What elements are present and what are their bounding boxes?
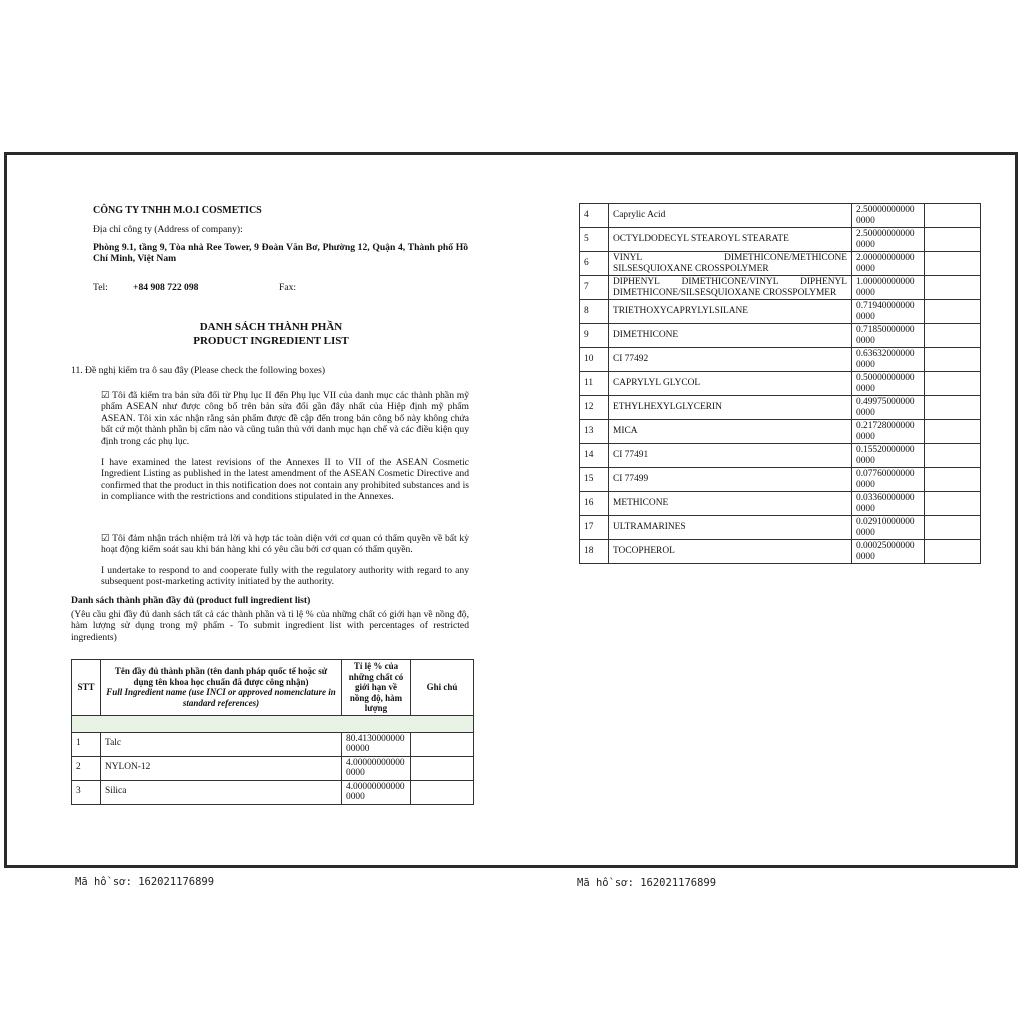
title-vi: DANH SÁCH THÀNH PHẦN xyxy=(199,321,343,333)
cell-ingredient-name: VINYL DIMETHICONE/METHICONE SILSESQUIOXANE CROSSPOLYMER xyxy=(609,252,852,276)
footer-file-code-left: Mã hồ sơ: 162021176899 xyxy=(75,876,215,888)
cell-note xyxy=(925,252,981,276)
table-row xyxy=(580,516,981,540)
cell-ingredient-name: CI 77499 xyxy=(609,468,852,492)
cell-note xyxy=(925,276,981,300)
cell-ingredient-name: Talc xyxy=(101,732,342,756)
cell-ingredient-name: CI 77492 xyxy=(609,348,852,372)
cell-stt: 17 xyxy=(580,516,609,540)
table-row xyxy=(72,732,474,756)
cell-note xyxy=(925,228,981,252)
cell-percentage: 0.71850000000 0000 xyxy=(852,324,925,348)
cell-percentage: 0.21728000000 0000 xyxy=(852,420,925,444)
cell-ingredient-name: CI 77491 xyxy=(609,444,852,468)
ingredient-table-right xyxy=(579,203,981,564)
cell-percentage: 4.00000000000 0000 xyxy=(342,756,411,780)
table-spacer-row xyxy=(72,715,474,732)
header-name-en: Full Ingredient name (use INCI or approved nomenclature in standard references) xyxy=(106,687,336,708)
cell-ingredient-name: OCTYLDODECYL STEAROYL STEARATE xyxy=(609,228,852,252)
cell-ingredient-name: MICA xyxy=(609,420,852,444)
cell-note xyxy=(411,756,474,780)
cell-percentage: 0.03360000000 0000 xyxy=(852,492,925,516)
cell-percentage: 0.71940000000 0000 xyxy=(852,300,925,324)
table-row xyxy=(580,420,981,444)
declaration-vi-1: ☑ Tôi đã kiểm tra bản sửa đổi từ Phụ lục II đến Phụ lục VII của danh mục các thành phần mỹ phẩm ASEAN như được công bố trên bản sửa đổi gần đây nhất của Hiệp định mỹ phẩm ASEAN. Tôi xin xác nhận rằng sản phẩm được đề cập đến trong bản công bố này không chứa bất cứ một thành phần bị cấm nào và cũng tuân thủ với danh mục hạn chế và các điều kiện quy định trong các phụ lục. xyxy=(101,390,469,447)
table-row xyxy=(72,756,474,780)
table-row xyxy=(580,252,981,276)
cell-stt: 11 xyxy=(580,372,609,396)
cell-stt: 2 xyxy=(72,756,101,780)
cell-percentage: 2.50000000000 0000 xyxy=(852,228,925,252)
table-row xyxy=(580,468,981,492)
cell-note xyxy=(925,348,981,372)
table-row xyxy=(580,396,981,420)
cell-ingredient-name: Caprylic Acid xyxy=(609,204,852,228)
cell-percentage: 80.4130000000 00000 xyxy=(342,732,411,756)
cell-percentage: 4.00000000000 0000 xyxy=(342,780,411,804)
cell-percentage: 2.00000000000 0000 xyxy=(852,252,925,276)
tel-number: +84 908 722 098 xyxy=(133,282,199,293)
cell-stt: 1 xyxy=(72,732,101,756)
header-ratio: Tỉ lệ % của những chất có giới hạn về nồng độ, hàm lượng xyxy=(342,660,411,716)
section-title: Danh sách thành phần đầy đủ (product full ingredient list) xyxy=(71,595,311,606)
table-row xyxy=(580,204,981,228)
cell-note xyxy=(925,492,981,516)
cell-note xyxy=(411,732,474,756)
cell-stt: 16 xyxy=(580,492,609,516)
cell-stt: 9 xyxy=(580,324,609,348)
document-sheet xyxy=(4,152,1018,889)
footer-file-code-right: Mã hồ sơ: 162021176899 xyxy=(577,877,717,889)
cell-note xyxy=(411,780,474,804)
cell-stt: 12 xyxy=(580,396,609,420)
cell-note xyxy=(925,444,981,468)
cell-stt: 4 xyxy=(580,204,609,228)
cell-ingredient-name: ULTRAMARINES xyxy=(609,516,852,540)
fax-label: Fax: xyxy=(279,282,297,293)
cell-ingredient-name: DIMETHICONE xyxy=(609,324,852,348)
tel-label: Tel: xyxy=(93,282,108,293)
cell-percentage: 0.15520000000 0000 xyxy=(852,444,925,468)
cell-stt: 18 xyxy=(580,540,609,564)
address-label: Địa chỉ công ty (Address of company): xyxy=(93,224,243,235)
cell-ingredient-name: Silica xyxy=(101,780,342,804)
header-name xyxy=(101,660,342,716)
cell-ingredient-name: NYLON-12 xyxy=(101,756,342,780)
cell-note xyxy=(925,204,981,228)
declaration-en-1: I have examined the latest revisions of the Annexes II to VII of the ASEAN Cosmetic Ingredient Listing as published in the latest amendment of the ASEAN Cosmetic Directive and confirmed that the product in this notification does not contain any prohibited substances and is in compliance with the restrictions and conditions stipulated in the Annexes. xyxy=(101,457,469,503)
table-row xyxy=(580,492,981,516)
cell-ingredient-name: METHICONE xyxy=(609,492,852,516)
cell-note xyxy=(925,540,981,564)
table-row xyxy=(580,324,981,348)
cell-note xyxy=(925,420,981,444)
cell-ingredient-name: TOCOPHEROL xyxy=(609,540,852,564)
cell-note xyxy=(925,468,981,492)
declaration-en-2: I undertake to respond to and cooperate fully with the regulatory authority with regard to any subsequent post-marketing activity initiated by the authority. xyxy=(101,565,469,588)
cell-percentage: 0.49975000000 0000 xyxy=(852,396,925,420)
header-name-vi: Tên đầy đủ thành phần (tên danh pháp quốc tế hoặc sử dụng tên khoa học chuẩn đã được công nhận) xyxy=(114,666,328,687)
cell-percentage: 2.50000000000 0000 xyxy=(852,204,925,228)
table-row xyxy=(580,228,981,252)
table-header-row xyxy=(72,660,474,716)
table-row xyxy=(580,444,981,468)
table-row xyxy=(580,540,981,564)
table-row xyxy=(72,780,474,804)
cell-ingredient-name: DIPHENYL DIMETHICONE/VINYL DIPHENYL DIMETHICONE/SILSESQUIOXANE CROSSPOLYMER xyxy=(609,276,852,300)
table-row xyxy=(580,276,981,300)
cell-percentage: 1.00000000000 0000 xyxy=(852,276,925,300)
cell-note xyxy=(925,396,981,420)
item-11: 11. Đề nghị kiểm tra ô sau đây (Please check the following boxes) xyxy=(71,365,326,376)
cell-percentage: 0.07760000000 0000 xyxy=(852,468,925,492)
company-name: CÔNG TY TNHH M.O.I COSMETICS xyxy=(93,205,262,216)
cell-note xyxy=(925,372,981,396)
header-note: Ghi chú xyxy=(411,660,474,716)
cell-percentage: 0.02910000000 0000 xyxy=(852,516,925,540)
cell-note xyxy=(925,516,981,540)
cell-stt: 5 xyxy=(580,228,609,252)
cell-percentage: 0.63632000000 0000 xyxy=(852,348,925,372)
title-en: PRODUCT INGREDIENT LIST xyxy=(193,335,349,347)
cell-stt: 14 xyxy=(580,444,609,468)
cell-ingredient-name: TRIETHOXYCAPRYLYLSILANE xyxy=(609,300,852,324)
cell-stt: 15 xyxy=(580,468,609,492)
table-row xyxy=(580,300,981,324)
cell-note xyxy=(925,300,981,324)
cell-stt: 8 xyxy=(580,300,609,324)
header-stt: STT xyxy=(72,660,101,716)
cell-note xyxy=(925,324,981,348)
declaration-vi-2: ☑ Tôi đảm nhận trách nhiệm trả lời và hợp tác toàn diện với cơ quan có thẩm quyền về bất kỳ hoạt động kiểm soát sau khi bán hàng khi có yêu cầu bởi cơ quan có thẩm quyền. xyxy=(101,533,469,556)
cell-stt: 10 xyxy=(580,348,609,372)
cell-stt: 3 xyxy=(72,780,101,804)
table-row xyxy=(580,348,981,372)
cell-percentage: 0.50000000000 0000 xyxy=(852,372,925,396)
company-address: Phòng 9.1, tầng 9, Tòa nhà Ree Tower, 9 Đoàn Văn Bơ, Phường 12, Quận 4, Thành phố Hồ Chí Minh, Việt Nam xyxy=(93,242,468,265)
cell-ingredient-name: CAPRYLYL GLYCOL xyxy=(609,372,852,396)
cell-stt: 7 xyxy=(580,276,609,300)
section-note: (Yêu cầu ghi đầy đủ danh sách tất cả các thành phần và tỉ lệ % của những chất có giới hạn về nồng độ, hàm lượng sử dụng trong mỹ phẩm - To submit ingredient list with percentages of restricted ingredients) xyxy=(71,609,469,643)
cell-stt: 13 xyxy=(580,420,609,444)
cell-ingredient-name: ETHYLHEXYLGLYCERIN xyxy=(609,396,852,420)
cell-stt: 6 xyxy=(580,252,609,276)
cell-percentage: 0.00025000000 0000 xyxy=(852,540,925,564)
ingredient-table-left xyxy=(71,659,474,805)
table-row xyxy=(580,372,981,396)
